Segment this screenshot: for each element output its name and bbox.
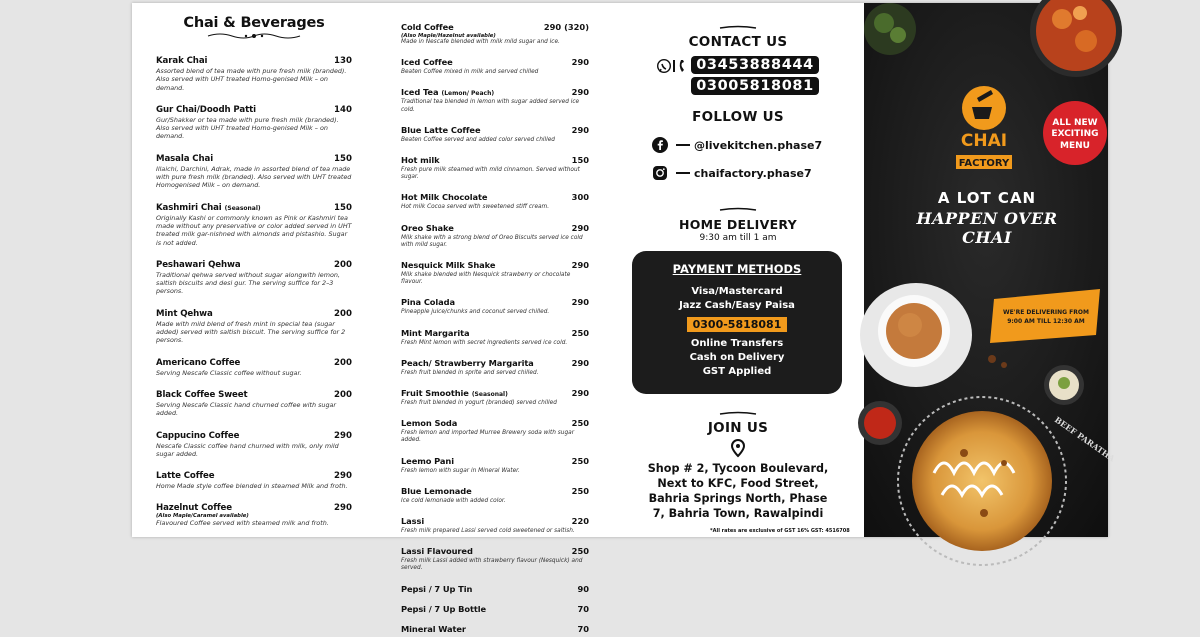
item-name: Cold Coffee	[401, 22, 454, 32]
item-price: 90	[577, 583, 589, 594]
item-name: Lemon Soda	[401, 418, 458, 429]
menu-item	[401, 479, 589, 505]
menu-item	[401, 449, 589, 475]
item-description: Originally Kashi or commonly known as Pink or Kashmiri tea made without any preservative or color added served in UHT treated milk gar-nishned with almonds and pistashio. Sugar is not added.	[156, 213, 352, 247]
menu-item	[156, 382, 352, 418]
address-block	[628, 461, 848, 521]
payment-card: Visa/Mastercard	[691, 286, 783, 297]
menu-item	[401, 185, 589, 211]
item-name: Cappucino Coffee	[156, 430, 240, 441]
item-price: 200	[334, 357, 352, 368]
item-name: Hot milk	[401, 155, 440, 166]
payment-cod: Cash on Delivery	[689, 352, 785, 363]
payment-wallet: Jazz Cash/Easy Paisa	[679, 300, 795, 311]
item-price: 200	[334, 259, 352, 270]
home-delivery-title: HOME DELIVERY	[678, 217, 798, 232]
item-price: 290	[571, 260, 589, 271]
item-price: 250	[571, 455, 589, 466]
item-price: 290	[334, 471, 352, 482]
cold-beverages-column	[401, 15, 589, 637]
item-price: 250	[571, 327, 589, 338]
contact-column	[628, 15, 848, 521]
menu-item	[401, 597, 589, 616]
menu-item	[156, 301, 352, 345]
item-tag: (Seasonal)	[224, 204, 261, 212]
item-description: Milk shake with a strong blend of Oreo Biscuits served ice cold with mild sugar.	[401, 234, 583, 248]
banner-line-1: WE'RE DELIVERING FROM	[1003, 309, 1089, 316]
item-price: 200	[334, 389, 352, 400]
menu-item	[401, 15, 589, 46]
item-description: Fresh lemon with sugar in Mineral Water.	[401, 467, 520, 474]
item-price: 150	[334, 202, 352, 213]
badge-line-2: EXCITING	[1051, 129, 1099, 139]
instagram-icon	[652, 165, 668, 181]
address-line-3: Bahria Springs North, Phase	[648, 492, 828, 505]
ornament-divider	[718, 207, 758, 212]
item-description: Beaten Coffee mixed in milk and served chilled	[401, 69, 539, 76]
menu-item	[401, 50, 589, 76]
banner-line-2: 9:00 AM TILL 12:30 AM	[1007, 318, 1085, 325]
item-tag: (Lemon/ Peach)	[441, 90, 495, 98]
item-description: Fresh pure milk steamed with mild cinnamon. Served without sugar.	[401, 167, 580, 181]
item-name: Blue Lemonade	[401, 485, 472, 496]
item-name: Oreo Shake	[401, 222, 454, 233]
item-description: Flavoured Coffee served with steamed milk and froth.	[156, 519, 329, 528]
item-name: Americano Coffee	[156, 357, 241, 368]
payment-phone[interactable]: 0300-5818081	[687, 317, 788, 332]
menu-item	[401, 148, 589, 181]
item-name: Black Coffee Sweet	[156, 389, 248, 400]
item-name: Nesquick Milk Shake	[401, 260, 496, 271]
item-description: Illaichi, Darchini, Adrak, made in assorted blend of tea made with pure fresh milk (branded). Also served with UHT treated Homogenised Milk – on demand.	[156, 164, 352, 190]
item-price: 290	[571, 124, 589, 135]
badge-line-1: ALL NEW	[1052, 118, 1098, 128]
menu-item	[401, 577, 589, 596]
item-description: Ice cold lemonade with added color.	[401, 497, 506, 504]
facebook-row[interactable]	[652, 137, 848, 153]
item-description: Traditional qehwa served without sugar alongwith lemon, saltish biscuits and desi gur. The serving suffice for 2–3 persons.	[156, 270, 340, 296]
item-price: 130	[334, 56, 352, 66]
paratha-label: BEEF PARATHA	[1052, 414, 1117, 464]
instagram-row[interactable]	[652, 165, 848, 181]
item-name: Mint Margarita	[401, 327, 470, 338]
poster-artwork	[864, 3, 1117, 537]
follow-title: FOLLOW US	[692, 109, 784, 125]
item-price: 140	[334, 104, 352, 115]
item-name: Masala Chai	[156, 153, 214, 164]
item-note: (Also Maple/Caramel available)	[156, 513, 249, 520]
menu-item	[401, 351, 589, 377]
item-price: 200	[334, 308, 352, 319]
contact-title: CONTACT US	[688, 34, 788, 50]
address-line-2: Next to KFC, Food Street,	[657, 477, 819, 490]
item-name: Latte Coffee	[156, 471, 215, 482]
menu-item	[156, 495, 352, 527]
item-description: Made in Nescafe blended with milk mild sugar and ice.	[401, 39, 560, 45]
item-price: 290	[334, 430, 352, 441]
item-price: 290	[334, 503, 352, 514]
menu-item	[401, 539, 589, 572]
menu-sheet	[132, 3, 1117, 634]
item-description: Gur/Shakker or tea made with pure fresh milk (branded). Also served with UHT treated Homo-genised Milk – on demand.	[156, 115, 339, 141]
item-name: Mineral Water	[401, 623, 466, 634]
menu-item	[156, 252, 352, 296]
phone-number-1[interactable]: 03453888444	[691, 56, 819, 74]
tagline-line-1: A LOT CAN	[937, 189, 1037, 207]
menu-item	[156, 195, 352, 247]
menu-item	[156, 423, 352, 459]
promo-poster	[864, 3, 1117, 537]
item-name: Lassi Flavoured	[401, 546, 473, 557]
address-line-1: Shop # 2, Tycoon Boulevard,	[647, 462, 829, 475]
brand-name-line-1: CHAI	[960, 131, 1008, 151]
item-name: Fruit Smoothie	[401, 388, 469, 399]
item-name: Iced Coffee	[401, 57, 453, 68]
menu-item	[401, 509, 589, 535]
location-pin-icon	[731, 439, 745, 457]
menu-item	[156, 146, 352, 190]
item-price: 150	[334, 153, 352, 164]
item-description: Traditional tea blended in lemon with sugar added served ice cold.	[401, 99, 580, 113]
menu-item	[401, 617, 589, 636]
item-price: 290	[571, 87, 589, 98]
item-name: Lassi	[401, 516, 425, 527]
ornament-divider	[206, 32, 302, 40]
item-price: 150	[571, 155, 589, 166]
menu-item	[156, 97, 352, 141]
item-price: 290	[571, 222, 589, 233]
whatsapp-phone-icon	[657, 58, 691, 74]
delivery-hours: 9:30 am till 1 am	[699, 233, 777, 243]
item-description: Fresh lemon and imported Murree Brewery soda with sugar added.	[401, 430, 575, 444]
item-description: Home Made style coffee blended in steamed Milk and froth.	[156, 482, 348, 491]
item-name: Pepsi / 7 Up Tin	[401, 583, 473, 594]
item-name: Pepsi / 7 Up Bottle	[401, 603, 486, 614]
ornament-divider	[718, 411, 758, 416]
menu-item	[401, 216, 589, 249]
tagline-line-2: HAPPEN OVER CHAI	[916, 209, 1058, 247]
instagram-handle: chaifactory.phase7	[694, 166, 812, 180]
item-price: 300	[571, 192, 589, 203]
menu-item	[401, 290, 589, 316]
item-description: Fresh fruit blended in sprite and served chilled.	[401, 369, 539, 376]
item-name: Pina Colada	[401, 297, 455, 308]
payment-title: PAYMENT METHODS	[672, 262, 802, 276]
item-price: 250	[571, 418, 589, 429]
item-price: 220	[571, 516, 589, 527]
item-price: 290 (320)	[543, 22, 589, 32]
item-description: Nescafe Classic coffee hand churned with milk, only mild sugar added.	[156, 441, 339, 458]
menu-item	[401, 80, 589, 113]
item-description: Fresh milk Lassi added with strawberry flavour (Nesquick) and served.	[401, 558, 583, 572]
item-description: Pineapple juice/chunks and coconut served chilled.	[401, 309, 550, 316]
badge-line-3: MENU	[1060, 141, 1090, 151]
item-price: 290	[571, 297, 589, 308]
item-description: Serving Nescafe Classic hand churned coffee with sugar added.	[156, 400, 337, 418]
item-description: Serving Nescafe Classic coffee without sugar.	[156, 368, 302, 377]
menu-item	[401, 118, 589, 144]
item-price: 70	[577, 623, 589, 634]
item-description: Milk shake blended with Nesquick strawberry or chocolate flavour.	[401, 272, 571, 286]
item-name: Hazelnut Coffee	[156, 503, 232, 514]
item-price: 250	[571, 485, 589, 496]
item-name: Blue Latte Coffee	[401, 124, 481, 135]
item-description: Fresh fruit blended in yogurt (branded) served chilled	[401, 400, 557, 407]
item-description: Fresh milk prepared Lassi served cold sweetened or saltish.	[401, 528, 575, 535]
menu-item	[401, 253, 589, 286]
item-note: (Also Maple/Hazelnut available)	[401, 33, 496, 39]
item-price: 290	[571, 357, 589, 368]
menu-item	[156, 350, 352, 377]
address-line-4: 7, Bahria Town, Rawalpindi	[652, 507, 824, 520]
facebook-handle: @livekitchen.phase7	[694, 138, 823, 152]
item-description: Made with mild blend of fresh mint in special tea (sugar added) served with saltish biscuit. The serving suffice for 2 persons.	[156, 319, 346, 345]
item-price: 250	[571, 546, 589, 557]
payment-gst: GST Applied	[702, 366, 772, 377]
menu-item	[401, 411, 589, 444]
payment-transfer: Online Transfers	[690, 338, 784, 349]
item-tag: (Seasonal)	[471, 391, 508, 399]
menu-item	[401, 321, 589, 347]
facebook-icon	[652, 137, 668, 153]
item-name: Leemo Pani	[401, 455, 454, 466]
ornament-divider	[718, 25, 758, 30]
brand-name-line-2: FACTORY	[958, 158, 1010, 169]
item-price: 70	[577, 603, 589, 614]
item-price: 290	[571, 57, 589, 68]
item-name: Gur Chai/Doodh Patti	[156, 104, 256, 115]
item-price: 290	[571, 388, 589, 399]
phone-number-2[interactable]: 03005818081	[691, 77, 819, 95]
all-new-menu-badge	[1043, 101, 1107, 165]
item-description: Fresh Mint lemon with secret ingredients served ice cold.	[401, 339, 568, 346]
payment-methods-box	[632, 251, 842, 394]
item-name: Peshawari Qehwa	[156, 259, 241, 270]
item-name: Kashmiri Chai	[156, 202, 222, 213]
item-name: Mint Qehwa	[156, 308, 213, 319]
item-name: Karak Chai	[156, 56, 208, 66]
item-description: Hot milk Cocoa served with sweetened stiff cream.	[401, 204, 550, 211]
phone-block	[628, 56, 848, 95]
item-name: Hot Milk Chocolate	[401, 192, 488, 203]
chai-beverages-column	[156, 13, 352, 533]
menu-item	[156, 463, 352, 490]
tagline	[892, 189, 1082, 247]
item-name: Peach/ Strawberry Margarita	[401, 357, 534, 368]
item-description: Assorted blend of tea made with pure fresh milk (branded). Also served with UHT treated Homo-genised Milk – on demand.	[156, 67, 347, 92]
section-title: Chai & Beverages	[183, 15, 325, 31]
item-description: Beaten Coffee served and added color served chilled	[401, 136, 555, 143]
gst-note: *All rates are exclusive of GST 16% GST: 4516708	[710, 528, 850, 534]
join-title: JOIN US	[707, 420, 769, 436]
menu-item	[156, 48, 352, 92]
menu-item	[401, 381, 589, 407]
item-name: Iced Tea	[401, 87, 439, 98]
